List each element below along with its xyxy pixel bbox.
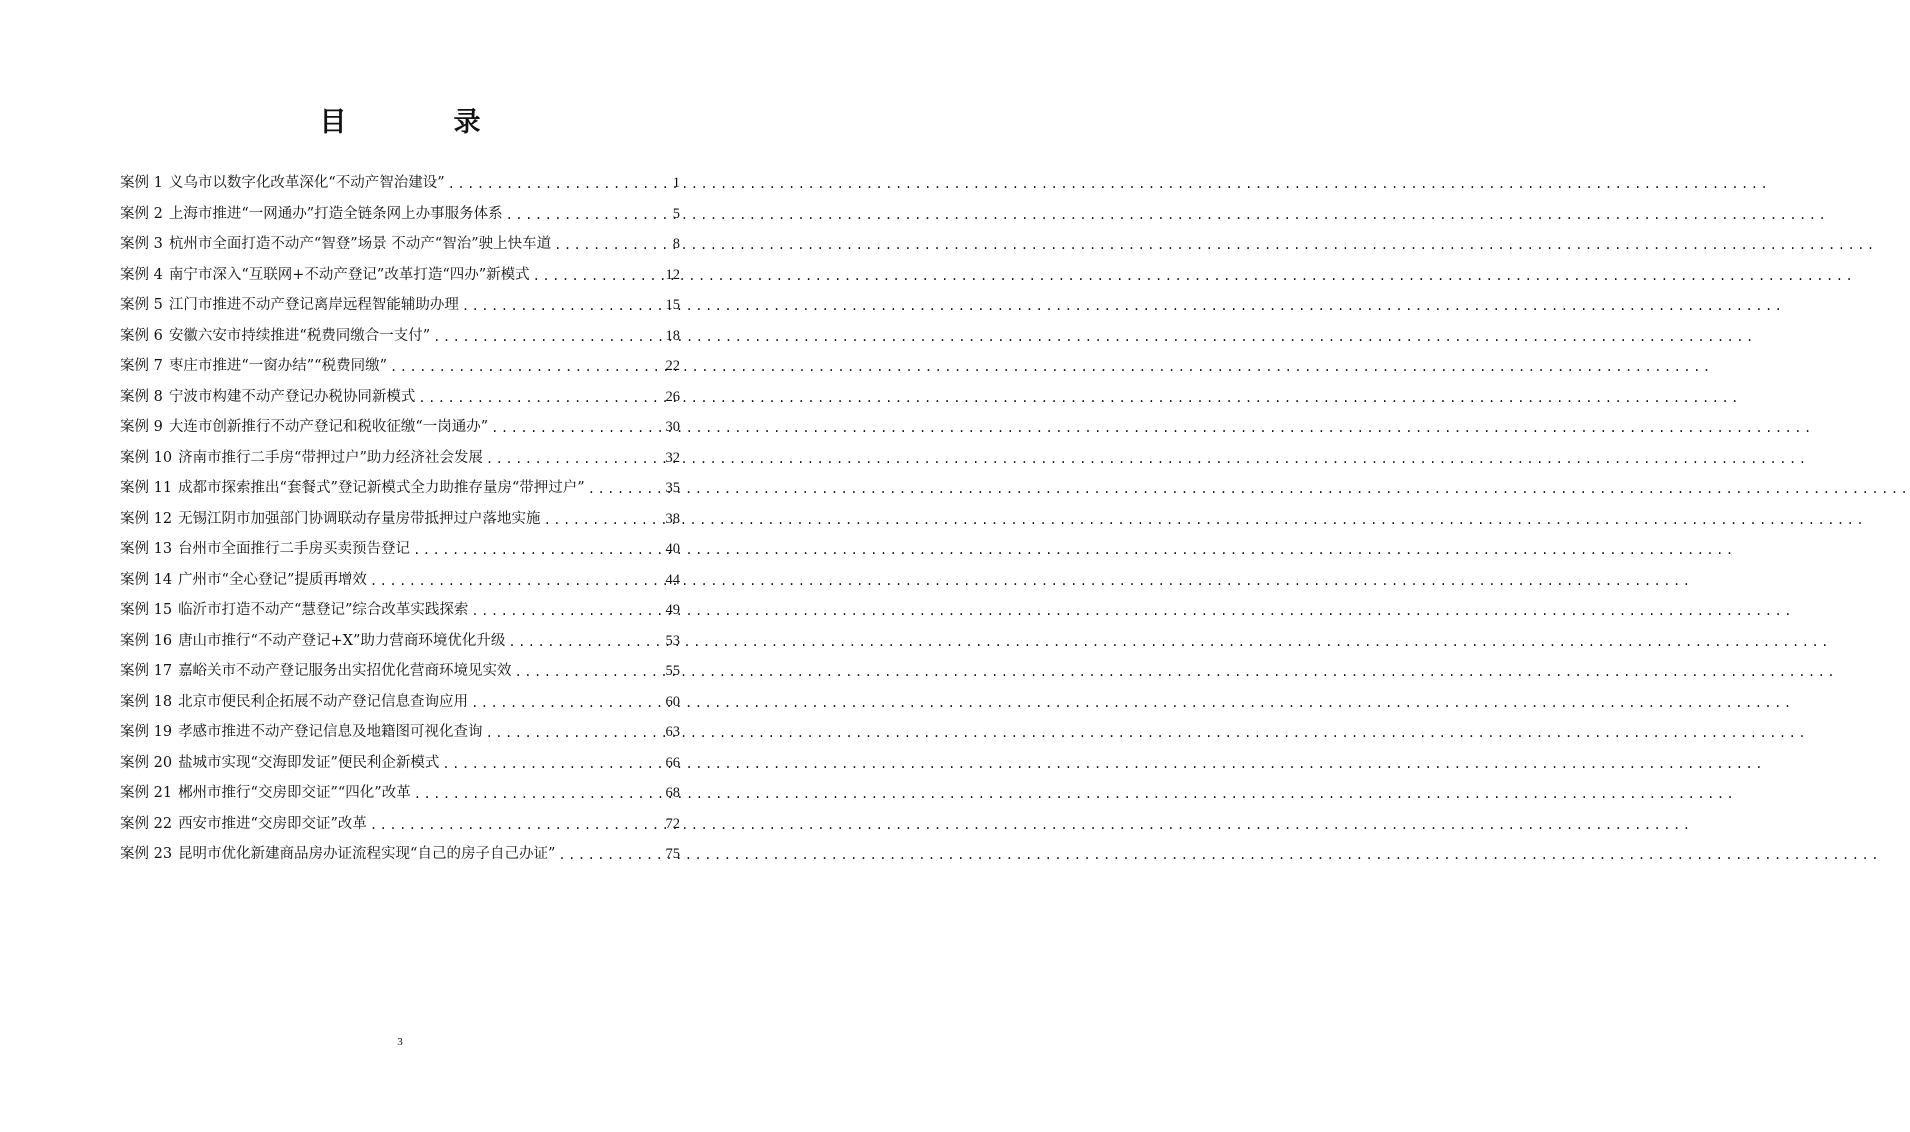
toc-entry-title: 南宁市深入“互联网+不动产登记”改革打造“四办”新模式 [168,266,530,283]
toc-entry-title: 西安市推进“交房即交证”改革 [178,815,367,832]
dot-leader [471,603,662,619]
dot-leader [508,634,662,650]
dot-leader [390,359,663,375]
toc-entry-title: 孝感市推进不动产登记信息及地籍图可视化查询 [178,724,483,741]
toc-entry-label: 案例 6 [120,327,163,344]
toc-entry-label: 案例 3 [120,236,163,253]
toc-entry-label: 案例 2 [120,205,163,222]
toc-entry-label: 案例 17 [120,663,173,680]
toc-entry-page: 12 [665,266,680,283]
toc-entry-label: 案例 1 [120,175,163,192]
toc-entry-9[interactable] [120,411,680,442]
toc-entry-title: 江门市推进不动产登记离岸远程智能辅助办理 [168,297,459,314]
toc-entry-16[interactable] [120,625,680,656]
toc-entry-15[interactable] [120,594,680,625]
toc-entry-label: 案例 21 [120,785,173,802]
toc-entry-label: 案例 23 [120,846,173,863]
toc-entry-10[interactable] [120,442,680,473]
dot-leader [554,237,670,253]
toc-entry-title: 义乌市以数字化改革深化“不动产智治建设” [168,175,445,192]
toc-entry-title: 上海市推进“一网通办”打造全链条网上办事服务体系 [168,205,503,222]
toc-entry-13[interactable] [120,533,680,564]
toc-entry-page: 8 [672,236,680,253]
toc-entry-title: 宁波市构建不动产登记办税协同新模式 [168,388,416,405]
toc-entry-21[interactable] [120,777,680,808]
toc-entry-title: 杭州市全面打造不动产“智登”场景 不动产“智治”驶上快车道 [168,236,552,253]
toc-entry-page: 49 [665,602,680,619]
toc-entry-page: 55 [665,663,680,680]
toc-entry-3[interactable] [120,228,680,259]
toc-entry-title: 嘉峪关市不动产登记服务出实招优化营商环境见实效 [178,663,512,680]
page-title: 目 录 [319,107,521,138]
toc-entry-1[interactable] [120,167,680,198]
toc-entry-22[interactable] [120,808,680,839]
toc-entry-page: 35 [665,480,680,497]
toc-entry-label: 案例 13 [120,541,173,558]
toc-entry-label: 案例 11 [120,480,173,497]
toc-entry-label: 案例 14 [120,571,173,588]
toc-entry-label: 案例 8 [120,388,163,405]
toc-entry-page: 60 [665,693,680,710]
toc-entry-label: 案例 4 [120,266,163,283]
toc-entry-label: 案例 7 [120,358,163,375]
toc-entry-label: 案例 16 [120,632,173,649]
toc-entry-11[interactable] [120,472,680,503]
dot-leader [558,847,662,863]
toc-entry-label: 案例 22 [120,815,173,832]
toc-entry-2[interactable] [120,198,680,229]
toc-entry-title: 郴州市推行“交房即交证”“四化”改革 [178,785,411,802]
toc-entry-page: 53 [665,632,680,649]
toc-entry-title: 济南市推行二手房“带押过户”助力经济社会发展 [178,449,483,466]
toc-entry-label: 案例 10 [120,449,173,466]
toc-entry-page: 30 [665,419,680,436]
toc-entry-4[interactable] [120,259,680,290]
dot-leader [442,756,662,772]
toc-entry-17[interactable] [120,655,680,686]
toc-entry-8[interactable] [120,381,680,412]
toc-entry-page: 38 [665,510,680,527]
toc-entry-label: 案例 5 [120,297,163,314]
toc-entry-title: 台州市全面推行二手房买卖预告登记 [178,541,411,558]
dot-leader [588,481,663,497]
toc-entry-page: 26 [665,388,680,405]
dot-leader [448,176,670,192]
dot-leader [491,420,662,436]
toc-entry-label: 案例 18 [120,693,173,710]
toc-entry-title: 安徽六安市持续推进“税费同缴合一支付” [168,327,431,344]
toc-entry-page: 66 [665,754,680,771]
toc-entry-label: 案例 12 [120,510,173,527]
toc-entry-title: 大连市创新推行不动产登记和税收征缴“一岗通办” [168,419,489,436]
dot-leader [471,695,662,711]
toc-entry-title: 北京市便民利企拓展不动产登记信息查询应用 [178,693,469,710]
dot-leader [414,786,663,802]
dot-leader [506,207,670,223]
toc-entry-20[interactable] [120,747,680,778]
dot-leader [544,512,663,528]
toc-entry-title: 盐城市实现“交海即发证”便民利企新模式 [178,754,440,771]
toc-entry-title: 枣庄市推进“一窗办结”“税费同缴” [168,358,387,375]
toc-entry-5[interactable] [120,289,680,320]
toc-entry-title: 广州市“全心登记”提质再增效 [178,571,367,588]
toc-entry-page: 44 [665,571,680,588]
toc-entry-page: 40 [665,541,680,558]
toc-entry-14[interactable] [120,564,680,595]
toc-entry-12[interactable] [120,503,680,534]
toc-entry-page: 63 [665,724,680,741]
toc-entry-page: 32 [665,449,680,466]
toc-entry-page: 5 [672,205,680,222]
dot-leader [462,298,663,314]
dot-leader [486,725,663,741]
toc-entry-page: 75 [665,846,680,863]
dot-leader [370,817,663,833]
dot-leader [486,451,663,467]
table-of-contents [120,167,680,869]
toc-entry-label: 案例 9 [120,419,163,436]
page-number: 3 [397,1036,403,1048]
toc-entry-23[interactable] [120,838,680,869]
toc-entry-page: 22 [665,358,680,375]
toc-entry-page: 1 [672,175,680,192]
dot-leader [533,268,663,284]
toc-entry-page: 68 [665,785,680,802]
toc-entry-6[interactable] [120,320,680,351]
toc-entry-title: 唐山市推行“不动产登记+X”助力营商环境优化升级 [178,632,506,649]
toc-entry-title: 昆明市优化新建商品房办证流程实现“自己的房子自己办证” [178,846,556,863]
toc-entry-19[interactable] [120,716,680,747]
toc-entry-7[interactable] [120,350,680,381]
toc-entry-page: 18 [665,327,680,344]
dot-leader [418,390,662,406]
dot-leader [413,542,662,558]
dot-leader [433,329,662,345]
toc-entry-title: 无锡江阴市加强部门协调联动存量房带抵押过户落地实施 [178,510,541,527]
toc-entry-label: 案例 15 [120,602,173,619]
toc-entry-label: 案例 19 [120,724,173,741]
toc-entry-18[interactable] [120,686,680,717]
dot-leader [515,664,663,680]
toc-entry-page: 72 [665,815,680,832]
toc-entry-label: 案例 20 [120,754,173,771]
toc-entry-page: 15 [665,297,680,314]
dot-leader [370,573,663,589]
toc-entry-title: 临沂市打造不动产“慧登记”综合改革实践探索 [178,602,469,619]
toc-entry-title: 成都市探索推出“套餐式”登记新模式全力助推存量房“带押过户” [178,480,585,497]
